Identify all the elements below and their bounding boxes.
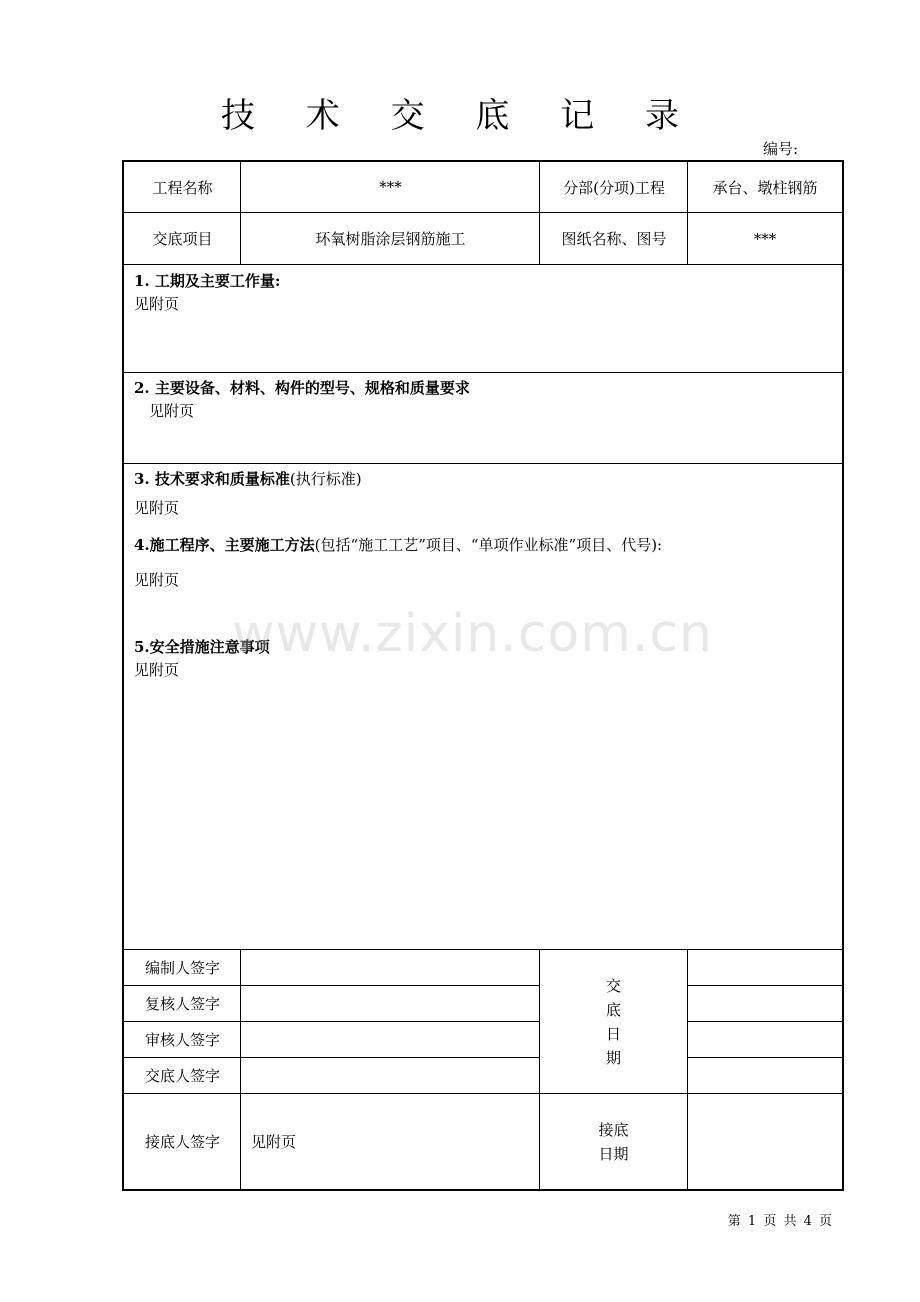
receiver-signature-label: 接底人签字 xyxy=(144,1133,220,1151)
handover-date-char: 交 xyxy=(605,976,621,995)
handover-date-label xyxy=(540,950,687,1093)
section-1-body: 见附页 xyxy=(134,295,180,313)
section-1-heading: 1. 工期及主要工作量: xyxy=(134,272,281,290)
compiler-signature-label: 编制人签字 xyxy=(144,959,220,977)
presenter-signature-label: 交底人签字 xyxy=(144,1067,220,1085)
page-footer: 第 1 页 共 4 页 xyxy=(727,1214,832,1229)
reviewer-signature-label: 复核人签字 xyxy=(144,995,220,1013)
section-5-heading: 5.安全措施注意事项 xyxy=(134,638,270,656)
divider xyxy=(124,463,842,464)
drawing-value: *** xyxy=(753,229,777,248)
drawing-label: 图纸名称、图号 xyxy=(561,230,667,248)
divider xyxy=(124,264,842,265)
section-2-body: 见附页 xyxy=(149,402,195,420)
divider xyxy=(124,372,842,373)
handover-date-char: 期 xyxy=(605,1048,621,1067)
section-4-heading: 4.施工程序、主要施工方法(包括“施工工艺”项目、“单项作业标准”项目、代号): xyxy=(134,536,663,554)
auditor-signature-label: 审核人签字 xyxy=(144,1031,220,1049)
divider xyxy=(240,162,241,264)
receiver-signature-value: 见附页 xyxy=(251,1133,297,1151)
project-name-label: 工程名称 xyxy=(152,178,213,197)
divider xyxy=(124,212,842,213)
record-table xyxy=(122,160,844,1191)
presenter-signature-field[interactable] xyxy=(241,1058,539,1093)
divider xyxy=(688,1021,842,1022)
divider xyxy=(688,1057,842,1058)
section-5-body: 见附页 xyxy=(134,661,180,679)
document-title: 技 术 交 底 记 录 xyxy=(220,96,700,136)
subproject-label: 分部(分项)工程 xyxy=(563,178,665,197)
reviewer-signature-field[interactable] xyxy=(241,986,539,1021)
section-3-heading: 3. 技术要求和质量标准(执行标准) xyxy=(134,470,362,488)
section-4-note: (包括“施工工艺”项目、“单项作业标准”项目、代号): xyxy=(314,536,663,554)
divider xyxy=(688,985,842,986)
doc-number-label: 编号: xyxy=(762,140,798,158)
divider xyxy=(539,162,540,264)
watermark: www.zixin.com.cn xyxy=(232,604,713,664)
receive-date-label xyxy=(540,1094,687,1189)
auditor-signature-field[interactable] xyxy=(241,1022,539,1057)
section-4-body: 见附页 xyxy=(134,571,180,589)
receive-date-line: 接底 xyxy=(598,1120,629,1139)
handover-date-char: 底 xyxy=(605,1000,621,1019)
handover-item-label: 交底项目 xyxy=(152,230,213,248)
handover-item-value: 环氧树脂涂层钢筋施工 xyxy=(315,230,466,248)
section-2-heading: 2. 主要设备、材料、构件的型号、规格和质量要求 xyxy=(134,379,470,397)
subproject-value: 承台、墩柱钢筋 xyxy=(712,178,818,197)
compiler-signature-field[interactable] xyxy=(241,950,539,985)
receive-date-line: 日期 xyxy=(598,1144,629,1163)
section-3-body: 见附页 xyxy=(134,499,180,517)
handover-date-char: 日 xyxy=(605,1024,621,1043)
receive-date-field[interactable] xyxy=(688,1094,842,1189)
project-name-value: *** xyxy=(379,178,402,196)
section-3-note: (执行标准) xyxy=(289,470,362,488)
divider xyxy=(687,162,688,264)
